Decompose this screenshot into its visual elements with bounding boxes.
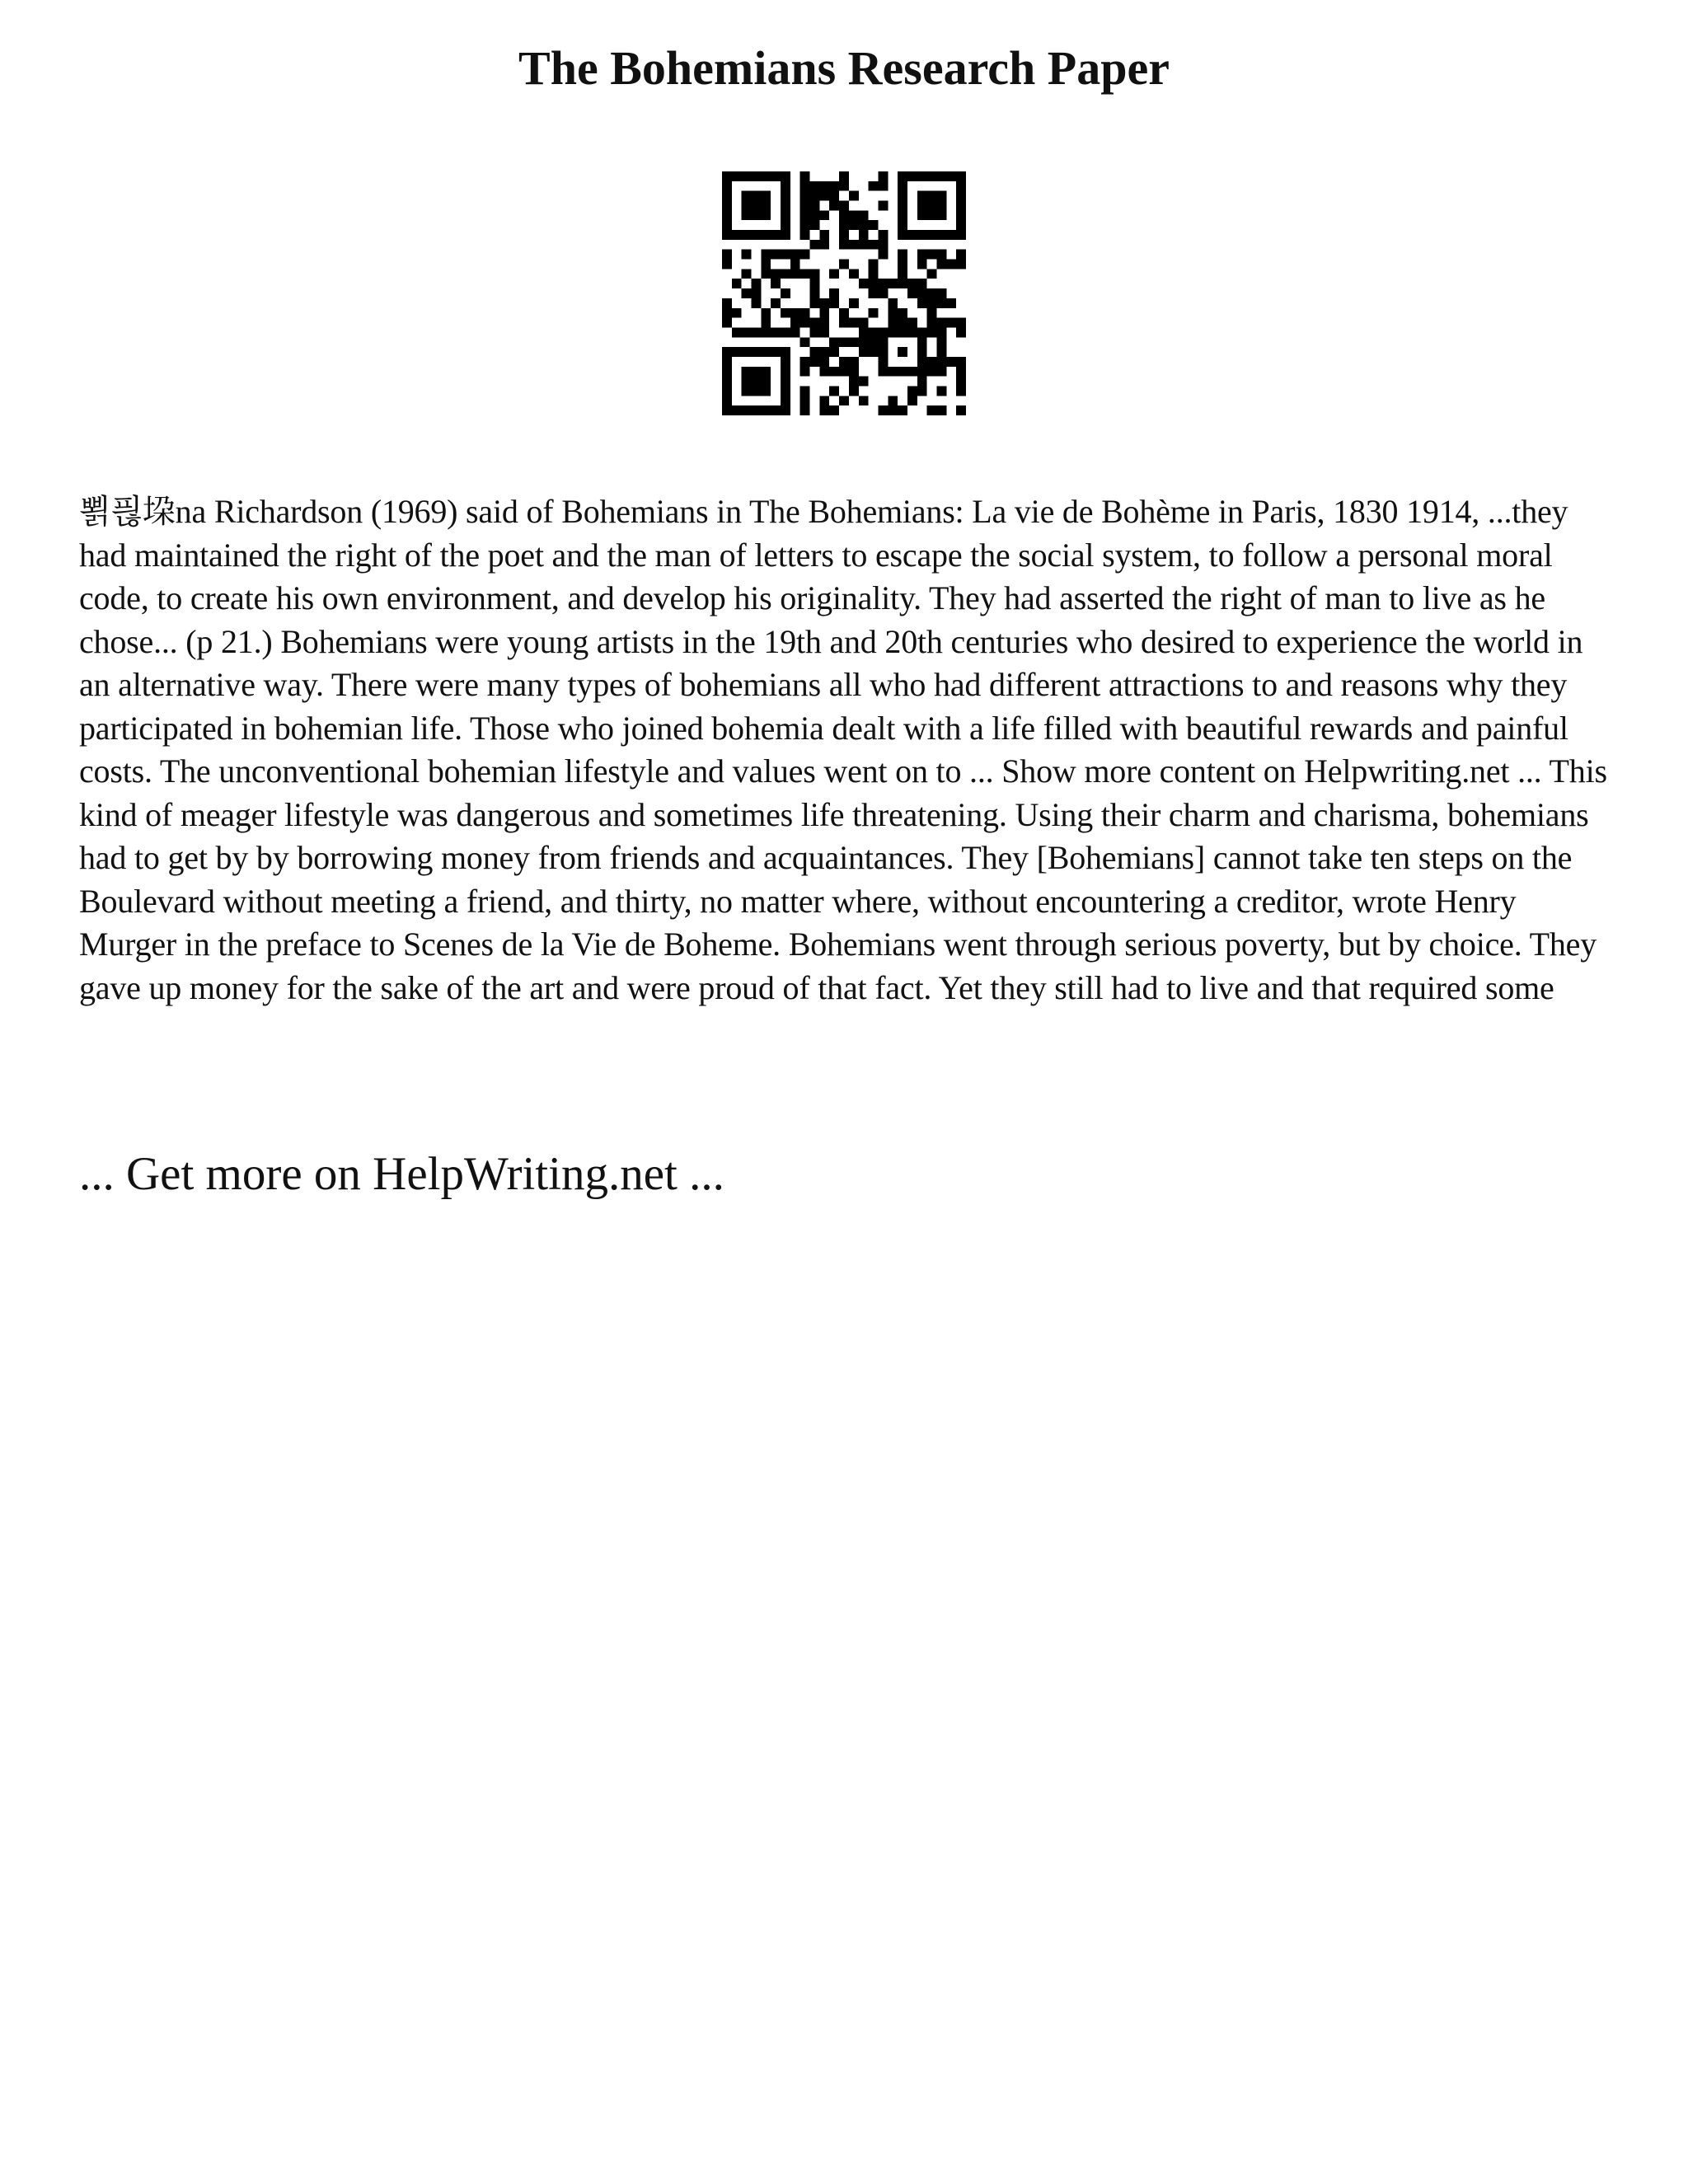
page-title: The Bohemians Research Paper — [518, 41, 1170, 95]
get-more-link[interactable]: ... Get more on HelpWriting.net ... — [79, 1148, 724, 1200]
qr-code-icon[interactable] — [722, 171, 966, 415]
body-paragraph: 뾝픦垜na Richardson (1969) said of Bohemians in The Bohemians: La vie de Bohème in Paris, 1830 1914, ...they had maintained the right of the poet and the man of letters to escape the social system, to follow a personal moral code, to create his own environment, and develop his originality. They had asserted the right of man to live as he chose... (p 21.) Bohemians were young artists in the 19th and 20th centuries who desired to experience the world in an alternative way. There were many types of bohemians all who had different attractions to and reasons why they participated in bohemian life. Those who joined bohemia dealt with a life filled with beautiful rewards and painful costs. The unconventional bohemian lifestyle and values went on to ... Show more content on Helpwriting.net ... This kind of meager lifestyle was dangerous and sometimes life threatening. Using their charm and charisma, bohemians had to get by by borrowing money from friends and acquaintances. They [Bohemians] cannot take ten steps on the Boulevard without meeting a friend, and thirty, no matter where, without encountering a creditor, wrote Henry Murger in the preface to Scenes de la Vie de Boheme. Bohemians went through serious poverty, but by choice. They gave up money for the sake of the art and were proud of that fact. Yet they still had to live and that required some — [79, 493, 1607, 1006]
